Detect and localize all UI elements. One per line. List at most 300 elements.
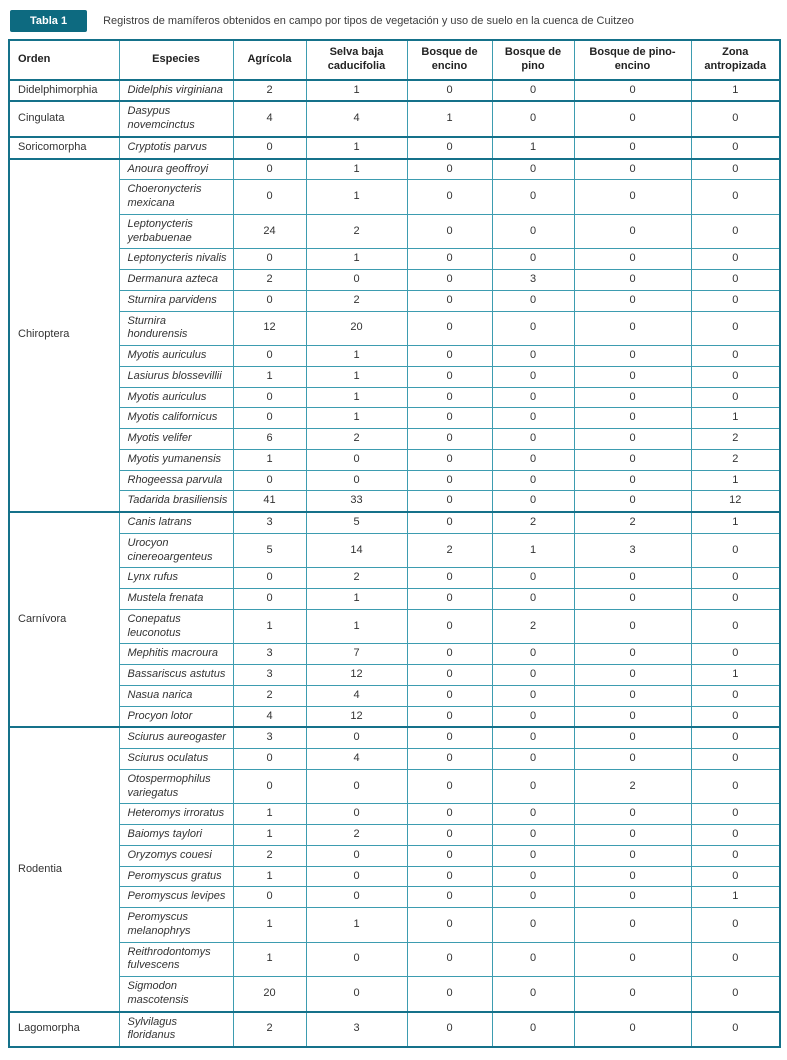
- value-cell: 0: [492, 1012, 574, 1048]
- value-cell: 0: [407, 270, 492, 291]
- value-cell: 0: [691, 845, 780, 866]
- value-cell: 2: [233, 845, 306, 866]
- value-cell: 0: [574, 1012, 691, 1048]
- value-cell: 0: [407, 706, 492, 727]
- value-cell: 0: [407, 408, 492, 429]
- table-row: [9, 408, 780, 429]
- value-cell: 0: [407, 845, 492, 866]
- species-cell: Sciurus aureogaster: [119, 727, 233, 748]
- value-cell: 0: [407, 366, 492, 387]
- value-cell: 0: [233, 346, 306, 367]
- species-cell: Dasypus novemcinctus: [119, 101, 233, 137]
- value-cell: 0: [574, 665, 691, 686]
- table-row: [9, 706, 780, 727]
- value-cell: 1: [691, 80, 780, 102]
- value-cell: 5: [233, 533, 306, 568]
- species-cell: Leptonycteris nivalis: [119, 249, 233, 270]
- table-caption: [10, 10, 779, 32]
- table-row: [9, 533, 780, 568]
- table-row: [9, 1012, 780, 1048]
- value-cell: 2: [492, 609, 574, 644]
- value-cell: 0: [691, 866, 780, 887]
- value-cell: 1: [306, 80, 407, 102]
- species-cell: Peromyscus levipes: [119, 887, 233, 908]
- value-cell: 0: [574, 214, 691, 249]
- value-cell: 12: [233, 311, 306, 346]
- table-row: [9, 249, 780, 270]
- value-cell: 0: [574, 249, 691, 270]
- table-row: [9, 366, 780, 387]
- table-row: [9, 887, 780, 908]
- value-cell: 0: [407, 159, 492, 180]
- table-row: [9, 769, 780, 804]
- value-cell: 3: [233, 644, 306, 665]
- value-cell: 0: [306, 769, 407, 804]
- species-cell: Lasiurus blossevillii: [119, 366, 233, 387]
- value-cell: 0: [233, 290, 306, 311]
- value-cell: 0: [407, 769, 492, 804]
- value-cell: 2: [306, 290, 407, 311]
- table-row: [9, 491, 780, 512]
- value-cell: 0: [306, 470, 407, 491]
- value-cell: 0: [233, 249, 306, 270]
- table-row: [9, 470, 780, 491]
- value-cell: 0: [691, 589, 780, 610]
- value-cell: 1: [691, 887, 780, 908]
- table-row: [9, 290, 780, 311]
- value-cell: 0: [407, 491, 492, 512]
- value-cell: 0: [492, 408, 574, 429]
- table-row: [9, 749, 780, 770]
- value-cell: 0: [407, 685, 492, 706]
- table-row: [9, 685, 780, 706]
- table-row: [9, 804, 780, 825]
- value-cell: 0: [407, 908, 492, 943]
- value-cell: 0: [306, 942, 407, 977]
- table-row: [9, 589, 780, 610]
- value-cell: 0: [574, 311, 691, 346]
- table-row: [9, 101, 780, 137]
- value-cell: 4: [306, 685, 407, 706]
- value-cell: 0: [492, 311, 574, 346]
- value-cell: 3: [233, 727, 306, 748]
- order-cell: Lagomorpha: [9, 1012, 119, 1048]
- value-cell: 0: [574, 706, 691, 727]
- value-cell: 0: [691, 568, 780, 589]
- value-cell: 0: [691, 214, 780, 249]
- value-cell: 0: [492, 665, 574, 686]
- value-cell: 0: [492, 804, 574, 825]
- value-cell: 2: [233, 685, 306, 706]
- column-header-agricola: Agrícola: [233, 40, 306, 80]
- value-cell: 1: [233, 449, 306, 470]
- value-cell: 0: [407, 346, 492, 367]
- value-cell: 1: [306, 408, 407, 429]
- value-cell: 20: [306, 311, 407, 346]
- value-cell: 0: [492, 942, 574, 977]
- value-cell: 1: [492, 533, 574, 568]
- value-cell: 0: [492, 845, 574, 866]
- value-cell: 0: [233, 589, 306, 610]
- value-cell: 0: [691, 769, 780, 804]
- value-cell: 0: [574, 101, 691, 137]
- value-cell: 3: [492, 270, 574, 291]
- value-cell: 0: [574, 429, 691, 450]
- species-cell: Anoura geoffroyi: [119, 159, 233, 180]
- value-cell: 7: [306, 644, 407, 665]
- value-cell: 0: [492, 908, 574, 943]
- value-cell: 3: [574, 533, 691, 568]
- species-cell: Sturnira parvidens: [119, 290, 233, 311]
- value-cell: 0: [691, 101, 780, 137]
- value-cell: 0: [492, 706, 574, 727]
- value-cell: 0: [574, 470, 691, 491]
- table-row: [9, 512, 780, 533]
- value-cell: 0: [407, 568, 492, 589]
- value-cell: 1: [691, 512, 780, 533]
- species-cell: Conepatus leuconotus: [119, 609, 233, 644]
- value-cell: 0: [574, 290, 691, 311]
- value-cell: 33: [306, 491, 407, 512]
- species-cell: Leptonycteris yerbabuenae: [119, 214, 233, 249]
- value-cell: 2: [691, 429, 780, 450]
- value-cell: 0: [407, 249, 492, 270]
- value-cell: 0: [407, 644, 492, 665]
- value-cell: 0: [574, 387, 691, 408]
- value-cell: 0: [574, 80, 691, 102]
- value-cell: 1: [306, 589, 407, 610]
- value-cell: 0: [574, 845, 691, 866]
- table-row: [9, 159, 780, 180]
- value-cell: 0: [574, 491, 691, 512]
- value-cell: 0: [407, 512, 492, 533]
- value-cell: 0: [407, 449, 492, 470]
- value-cell: 1: [306, 159, 407, 180]
- value-cell: 3: [233, 665, 306, 686]
- value-cell: 4: [306, 101, 407, 137]
- value-cell: 1: [691, 470, 780, 491]
- value-cell: 0: [407, 887, 492, 908]
- value-cell: 0: [574, 866, 691, 887]
- value-cell: 0: [407, 665, 492, 686]
- order-cell: Cingulata: [9, 101, 119, 137]
- order-cell: Soricomorpha: [9, 137, 119, 159]
- value-cell: 0: [691, 311, 780, 346]
- species-cell: Mephitis macroura: [119, 644, 233, 665]
- value-cell: 20: [233, 977, 306, 1012]
- value-cell: 14: [306, 533, 407, 568]
- value-cell: 0: [574, 644, 691, 665]
- value-cell: 0: [407, 311, 492, 346]
- table-row: [9, 449, 780, 470]
- value-cell: 2: [574, 512, 691, 533]
- species-cell: Lynx rufus: [119, 568, 233, 589]
- table-row: [9, 311, 780, 346]
- value-cell: 6: [233, 429, 306, 450]
- value-cell: 0: [492, 866, 574, 887]
- value-cell: 1: [306, 366, 407, 387]
- value-cell: 4: [306, 749, 407, 770]
- value-cell: 0: [233, 159, 306, 180]
- header-row: [9, 40, 780, 80]
- species-cell: Rhogeessa parvula: [119, 470, 233, 491]
- value-cell: 0: [233, 180, 306, 215]
- value-cell: 0: [574, 568, 691, 589]
- value-cell: 0: [233, 769, 306, 804]
- value-cell: 2: [306, 214, 407, 249]
- value-cell: 0: [492, 449, 574, 470]
- table-row: [9, 387, 780, 408]
- species-cell: Mustela frenata: [119, 589, 233, 610]
- value-cell: 0: [691, 706, 780, 727]
- column-header-bosque-pino: Bosque de pino: [492, 40, 574, 80]
- species-cell: Myotis californicus: [119, 408, 233, 429]
- value-cell: 0: [407, 137, 492, 159]
- species-cell: Reithrodontomys fulvescens: [119, 942, 233, 977]
- value-cell: 0: [492, 491, 574, 512]
- value-cell: 0: [407, 214, 492, 249]
- value-cell: 0: [492, 589, 574, 610]
- value-cell: 0: [691, 366, 780, 387]
- value-cell: 1: [233, 866, 306, 887]
- table-row: [9, 665, 780, 686]
- value-cell: 0: [407, 804, 492, 825]
- value-cell: 0: [691, 825, 780, 846]
- species-cell: Urocyon cinereoargenteus: [119, 533, 233, 568]
- value-cell: 0: [233, 137, 306, 159]
- table-row: [9, 609, 780, 644]
- species-cell: Procyon lotor: [119, 706, 233, 727]
- column-header-orden: Orden: [9, 40, 119, 80]
- value-cell: 2: [306, 429, 407, 450]
- value-cell: 2: [306, 568, 407, 589]
- value-cell: 0: [306, 845, 407, 866]
- value-cell: 1: [306, 249, 407, 270]
- value-cell: 1: [691, 408, 780, 429]
- value-cell: 0: [306, 887, 407, 908]
- value-cell: 0: [492, 290, 574, 311]
- species-cell: Sturnira hondurensis: [119, 311, 233, 346]
- value-cell: 0: [574, 449, 691, 470]
- value-cell: 0: [691, 137, 780, 159]
- table-row: [9, 644, 780, 665]
- table-row: [9, 825, 780, 846]
- value-cell: 0: [492, 568, 574, 589]
- species-cell: Nasua narica: [119, 685, 233, 706]
- value-cell: 0: [407, 866, 492, 887]
- table-header: [9, 40, 780, 80]
- column-header-bosque-encino: Bosque de encino: [407, 40, 492, 80]
- value-cell: 0: [691, 249, 780, 270]
- value-cell: 0: [574, 408, 691, 429]
- value-cell: 0: [574, 887, 691, 908]
- value-cell: 0: [492, 387, 574, 408]
- table-row: [9, 180, 780, 215]
- value-cell: 0: [574, 137, 691, 159]
- value-cell: 0: [691, 533, 780, 568]
- value-cell: 0: [574, 180, 691, 215]
- species-cell: Sylvilagus floridanus: [119, 1012, 233, 1048]
- species-cell: Otospermophilus variegatus: [119, 769, 233, 804]
- value-cell: 4: [233, 101, 306, 137]
- value-cell: 0: [574, 366, 691, 387]
- value-cell: 3: [306, 1012, 407, 1048]
- table-caption-text: Registros de mamíferos obtenidos en campo por tipos de vegetación y uso de suelo en la cuenca de Cuitzeo: [103, 15, 634, 27]
- value-cell: 12: [306, 706, 407, 727]
- value-cell: 1: [306, 387, 407, 408]
- value-cell: 0: [492, 80, 574, 102]
- value-cell: 0: [691, 644, 780, 665]
- species-cell: Dermanura azteca: [119, 270, 233, 291]
- table-row: [9, 727, 780, 748]
- value-cell: 0: [691, 346, 780, 367]
- table-row: [9, 137, 780, 159]
- value-cell: 0: [691, 609, 780, 644]
- value-cell: 0: [691, 1012, 780, 1048]
- column-header-zona-antropizada: Zona antropizada: [691, 40, 780, 80]
- value-cell: 1: [306, 137, 407, 159]
- species-cell: Myotis auriculus: [119, 346, 233, 367]
- value-cell: 1: [691, 665, 780, 686]
- value-cell: 0: [407, 1012, 492, 1048]
- value-cell: 0: [306, 804, 407, 825]
- value-cell: 0: [574, 346, 691, 367]
- value-cell: 0: [492, 685, 574, 706]
- value-cell: 1: [233, 804, 306, 825]
- value-cell: 0: [691, 159, 780, 180]
- order-cell: Chiroptera: [9, 159, 119, 513]
- value-cell: 0: [691, 180, 780, 215]
- value-cell: 0: [492, 366, 574, 387]
- value-cell: 0: [407, 942, 492, 977]
- value-cell: 0: [306, 270, 407, 291]
- value-cell: 0: [233, 887, 306, 908]
- value-cell: 0: [574, 804, 691, 825]
- value-cell: 0: [492, 977, 574, 1012]
- value-cell: 0: [574, 942, 691, 977]
- table-row: [9, 908, 780, 943]
- value-cell: 0: [407, 749, 492, 770]
- table-row: [9, 942, 780, 977]
- order-cell: Carnívora: [9, 512, 119, 727]
- column-header-especies: Especies: [119, 40, 233, 80]
- species-cell: Oryzomys couesi: [119, 845, 233, 866]
- table-number-badge: Tabla 1: [10, 10, 87, 32]
- value-cell: 0: [492, 249, 574, 270]
- value-cell: 0: [492, 346, 574, 367]
- species-cell: Choeronycteris mexicana: [119, 180, 233, 215]
- species-cell: Tadarida brasiliensis: [119, 491, 233, 512]
- table-row: [9, 568, 780, 589]
- order-cell: Rodentia: [9, 727, 119, 1011]
- value-cell: 1: [233, 366, 306, 387]
- value-cell: 2: [306, 825, 407, 846]
- value-cell: 0: [233, 749, 306, 770]
- value-cell: 0: [492, 769, 574, 804]
- value-cell: 0: [492, 159, 574, 180]
- species-cell: Myotis auriculus: [119, 387, 233, 408]
- value-cell: 0: [574, 609, 691, 644]
- value-cell: 0: [691, 977, 780, 1012]
- value-cell: 0: [233, 470, 306, 491]
- table-row: [9, 346, 780, 367]
- value-cell: 0: [407, 387, 492, 408]
- value-cell: 0: [492, 727, 574, 748]
- value-cell: 0: [407, 470, 492, 491]
- value-cell: 2: [233, 80, 306, 102]
- value-cell: 0: [492, 101, 574, 137]
- value-cell: 0: [691, 942, 780, 977]
- value-cell: 3: [233, 512, 306, 533]
- species-cell: Peromyscus melanophrys: [119, 908, 233, 943]
- value-cell: 0: [492, 644, 574, 665]
- table-body: [9, 80, 780, 1048]
- value-cell: 0: [492, 887, 574, 908]
- value-cell: 0: [574, 685, 691, 706]
- table-row: [9, 429, 780, 450]
- value-cell: 2: [407, 533, 492, 568]
- value-cell: 0: [574, 825, 691, 846]
- value-cell: 41: [233, 491, 306, 512]
- species-cell: Sciurus oculatus: [119, 749, 233, 770]
- value-cell: 0: [691, 685, 780, 706]
- value-cell: 2: [233, 1012, 306, 1048]
- species-cell: Didelphis virginiana: [119, 80, 233, 102]
- species-cell: Peromyscus gratus: [119, 866, 233, 887]
- column-header-selva-baja: Selva baja caducifolia: [306, 40, 407, 80]
- value-cell: 0: [574, 159, 691, 180]
- table-row: [9, 866, 780, 887]
- value-cell: 0: [691, 908, 780, 943]
- value-cell: 1: [306, 908, 407, 943]
- value-cell: 1: [306, 609, 407, 644]
- value-cell: 0: [492, 429, 574, 450]
- value-cell: 0: [407, 609, 492, 644]
- value-cell: 0: [691, 387, 780, 408]
- table-row: [9, 270, 780, 291]
- value-cell: 1: [233, 908, 306, 943]
- species-cell: Cryptotis parvus: [119, 137, 233, 159]
- value-cell: 0: [492, 749, 574, 770]
- value-cell: 0: [492, 180, 574, 215]
- species-cell: Canis latrans: [119, 512, 233, 533]
- value-cell: 0: [691, 290, 780, 311]
- value-cell: 0: [691, 270, 780, 291]
- value-cell: 0: [691, 804, 780, 825]
- value-cell: 2: [492, 512, 574, 533]
- value-cell: 0: [691, 727, 780, 748]
- value-cell: 1: [233, 942, 306, 977]
- value-cell: 4: [233, 706, 306, 727]
- value-cell: 0: [233, 387, 306, 408]
- species-cell: Myotis velifer: [119, 429, 233, 450]
- order-cell: Didelphimorphia: [9, 80, 119, 102]
- species-cell: Baiomys taylori: [119, 825, 233, 846]
- value-cell: 0: [407, 180, 492, 215]
- value-cell: 0: [407, 290, 492, 311]
- value-cell: 0: [233, 408, 306, 429]
- table-row: [9, 80, 780, 102]
- species-cell: Bassariscus astutus: [119, 665, 233, 686]
- value-cell: 0: [407, 80, 492, 102]
- value-cell: 1: [306, 180, 407, 215]
- value-cell: 1: [407, 101, 492, 137]
- value-cell: 0: [574, 589, 691, 610]
- value-cell: 0: [574, 270, 691, 291]
- value-cell: 0: [492, 825, 574, 846]
- value-cell: 0: [407, 825, 492, 846]
- value-cell: 12: [691, 491, 780, 512]
